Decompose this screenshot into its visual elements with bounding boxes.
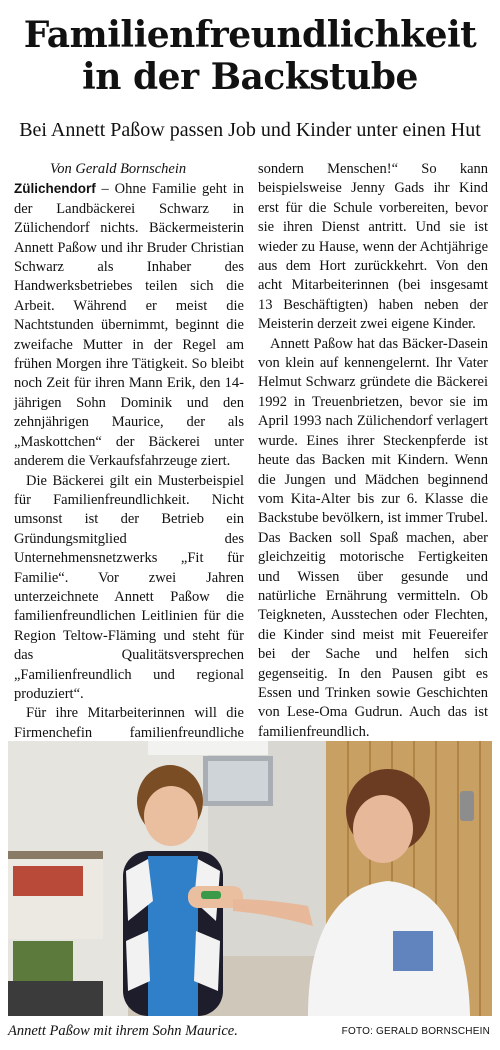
left-column: [14, 160, 244, 801]
dateline: Zülichendorf: [14, 181, 96, 197]
right-column: [258, 160, 488, 778]
headline-line-1: Familienfreundlichkeit: [23, 14, 477, 56]
photo-caption: Annett Paßow mit ihrem Sohn Maurice.: [8, 1023, 238, 1039]
paragraph-1-text: – Ohne Familie geht in der Landbäckerei Schwarz in Zülichendorf nichts. Bäckermeisterin Annett Paßow und ihr Bruder Christian Schwarz als Inhaber des Handwerksbetriebes teilen sich die Arbeit. Während er meist die Nachtstunden übernimmt, beginnt die zweifache Mutter in der Regel am frühen Morgen ihre Tätigkeit. So bleibt noch Zeit für ihren Mann Erik, den 14-jährigen Sohn Dominik und den zehnjährigen Maurice, der als „Maskottchen“ der Bäckerei unter anderem die Verkaufsfahrzeuge ziert.: [14, 181, 244, 470]
paragraph-2: Die Bäckerei gilt ein Musterbeispiel für Familienfreundlichkeit. Nicht umsonst ist der Betrieb ein Gründungsmitglied des Unternehmensnetzwerks „Fit für Familie“. Vor zwei Jahren unterzeichnete Annett Paßow die familienfreundlichen Leitlinien für die Region Teltow-Fläming und steht für das Qualitätsversprechen „Familienfreundlich und regional produziert“.: [14, 472, 244, 702]
photo-illustration: [8, 741, 492, 1016]
paragraph-5: Annett Paßow hat das Bäcker-Dasein von klein auf kennengelernt. Ihr Vater Helmut Schwarz gründete die Bäckerei 1992 in Treuenbrietzen, bevor sie im April 1993 nach Zülichendorf verlagert wurde. Eines ihrer Steckenpferde ist heute das Backen mit Kindern. Wenn die Jungen und Mädchen beginnend vom Kita-Alter bis zur 6. Klasse die Backstube bevölkern, ist immer Trubel. Das Backen soll Spaß machen, aber gleichzeitig motorische Fertigkeiten und Wissen über gesunde und natürliche Ernährung vermitteln. Ob Teigkneten, Ausstechen oder Flechten, die Kinder sind meist mit Feuereifer bei der Sache und helfen sich gegenseitig. In den Pausen gibt es Essen und Trinken sowie Geschichten von Lese-Oma Gudrun. Auch das ist familienfreundlich.: [258, 335, 488, 740]
paragraph-4: sondern Menschen!“ So kann beispielsweise Jenny Gads ihr Kind erst für die Schule vorbereiten, bevor sie ihren Dienst antritt. Und sie ist wieder zu Hause, wenn der Achtjährige aus dem Hort zurückkehrt. Von den acht Mitarbeiterinnen (bei insgesamt 13 Beschäftigten) haben neben der Meisterin derzeit zwei eigene Kinder.: [258, 161, 488, 333]
headline: [0, 14, 500, 98]
paragraph-1: [14, 179, 244, 471]
paragraph-3: Für ihre Mitarbeiterinnen will die Firmenchefin familienfreundliche: [14, 705, 244, 741]
byline: Von Gerald Bornschein: [50, 161, 187, 177]
subheadline: Bei Annett Paßow passen Job und Kinder unter einen Hut: [19, 119, 481, 141]
article-photo: [8, 741, 492, 1016]
photo-credit: FOTO: GERALD BORNSCHEIN: [341, 1026, 490, 1037]
headline-line-2: in der Backstube: [82, 56, 418, 98]
